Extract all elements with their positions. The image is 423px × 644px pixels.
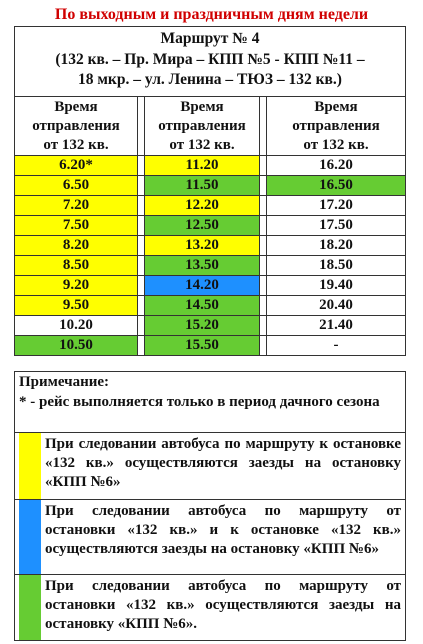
column-gap xyxy=(260,256,267,276)
column-gap xyxy=(260,316,267,336)
table-row xyxy=(15,316,406,336)
column-gap xyxy=(138,216,145,236)
route-path-line-2: 18 мкр. – ул. Ленина – ТЮЗ – 132 кв.) xyxy=(78,71,342,88)
legend-item-green xyxy=(15,575,405,640)
table-row xyxy=(15,256,406,276)
table-row xyxy=(15,156,406,176)
departure-time-cell: 20.40 xyxy=(267,296,406,316)
departure-time-cell: 16.50 xyxy=(267,176,406,196)
departure-time-cell: 12.20 xyxy=(145,196,260,216)
departure-table xyxy=(14,96,406,356)
legend-item-blue xyxy=(15,500,405,574)
route-title-box xyxy=(14,26,406,97)
legend-text-green: При следовании автобуса по маршруту от остановки «132 кв.» осуществляются заезды на остановку «КПП №6». xyxy=(45,578,401,632)
departure-time-cell: 9.20 xyxy=(15,276,138,296)
column-gap xyxy=(138,336,145,356)
notes-title: Примечание: xyxy=(19,374,110,390)
departure-time-cell: 8.50 xyxy=(15,256,138,276)
column-gap xyxy=(138,236,145,256)
column-gap xyxy=(260,97,267,156)
notes-box xyxy=(14,371,406,641)
departure-time-cell: 10.20 xyxy=(15,316,138,336)
column-gap xyxy=(138,196,145,216)
departure-table-body xyxy=(15,156,406,356)
table-row xyxy=(15,176,406,196)
legend-text-blue: При следовании автобуса по маршруту от остановки «132 кв.» и к остановке «132 кв.» осуществляются заезды на остановку «КПП №6» xyxy=(45,503,401,557)
column-header-line: отправления xyxy=(292,117,380,134)
column-gap xyxy=(138,296,145,316)
column-header-line: отправления xyxy=(158,117,246,134)
legend-swatch-green xyxy=(19,575,41,640)
column-header-line: от 132 кв. xyxy=(169,136,235,153)
departure-time-cell: 19.40 xyxy=(267,276,406,296)
column-gap xyxy=(260,236,267,256)
column-gap xyxy=(260,296,267,316)
column-gap xyxy=(138,316,145,336)
column-header-3 xyxy=(267,97,406,156)
column-gap xyxy=(138,97,145,156)
column-gap xyxy=(138,156,145,176)
departure-time-cell: 16.20 xyxy=(267,156,406,176)
column-gap xyxy=(260,176,267,196)
departure-time-cell: 21.40 xyxy=(267,316,406,336)
column-header-line: Время xyxy=(314,98,358,115)
table-header-row xyxy=(15,97,406,156)
departure-time-cell: 15.50 xyxy=(145,336,260,356)
column-gap xyxy=(138,256,145,276)
table-row xyxy=(15,236,406,256)
table-row xyxy=(15,196,406,216)
column-gap xyxy=(260,196,267,216)
column-gap xyxy=(138,176,145,196)
departure-time-cell: 8.20 xyxy=(15,236,138,256)
departure-time-cell: 7.50 xyxy=(15,216,138,236)
departure-time-cell: 6.20* xyxy=(15,156,138,176)
departure-time-cell: 14.20 xyxy=(145,276,260,296)
column-header-line: от 132 кв. xyxy=(43,136,109,153)
table-row xyxy=(15,276,406,296)
departure-time-cell: - xyxy=(267,336,406,356)
notes-asterisk-text: * - рейс выполняется только в период дачного сезона xyxy=(19,394,380,410)
departure-time-cell: 17.50 xyxy=(267,216,406,236)
departure-time-cell: 10.50 xyxy=(15,336,138,356)
departure-time-cell: 7.20 xyxy=(15,196,138,216)
legend-item-yellow xyxy=(15,433,405,499)
route-path-line-1: (132 кв. – Пр. Мира – КПП №5 - КПП №11 – xyxy=(55,50,365,68)
departure-time-cell: 13.50 xyxy=(145,256,260,276)
column-header-1 xyxy=(15,97,138,156)
column-header-line: Время xyxy=(180,98,224,115)
departure-time-cell: 11.20 xyxy=(145,156,260,176)
departure-time-cell: 14.50 xyxy=(145,296,260,316)
column-header-2 xyxy=(145,97,260,156)
departure-time-cell: 11.50 xyxy=(145,176,260,196)
column-header-line: Время xyxy=(54,98,98,115)
column-header-line: отправления xyxy=(32,117,120,134)
column-gap xyxy=(260,276,267,296)
legend-swatch-yellow xyxy=(19,433,41,499)
departure-time-cell: 13.20 xyxy=(145,236,260,256)
departure-time-cell: 18.50 xyxy=(267,256,406,276)
column-gap xyxy=(260,336,267,356)
legend-swatch-blue xyxy=(19,500,41,574)
departure-time-cell: 6.50 xyxy=(15,176,138,196)
column-gap xyxy=(138,276,145,296)
departure-time-cell: 17.20 xyxy=(267,196,406,216)
departure-time-cell: 18.20 xyxy=(267,236,406,256)
legend-text-yellow: При следовании автобуса по маршруту к остановке «132 кв.» осуществляются заезды на остановку «КПП №6» xyxy=(45,436,401,490)
route-number: Маршрут № 4 xyxy=(160,30,260,47)
page-heading: По выходным и праздничным дням недели xyxy=(54,6,369,23)
column-gap xyxy=(260,216,267,236)
column-header-line: от 132 кв. xyxy=(303,136,369,153)
table-row xyxy=(15,336,406,356)
table-row xyxy=(15,296,406,316)
table-row xyxy=(15,216,406,236)
departure-time-cell: 9.50 xyxy=(15,296,138,316)
column-gap xyxy=(260,156,267,176)
departure-time-cell: 12.50 xyxy=(145,216,260,236)
departure-time-cell: 15.20 xyxy=(145,316,260,336)
